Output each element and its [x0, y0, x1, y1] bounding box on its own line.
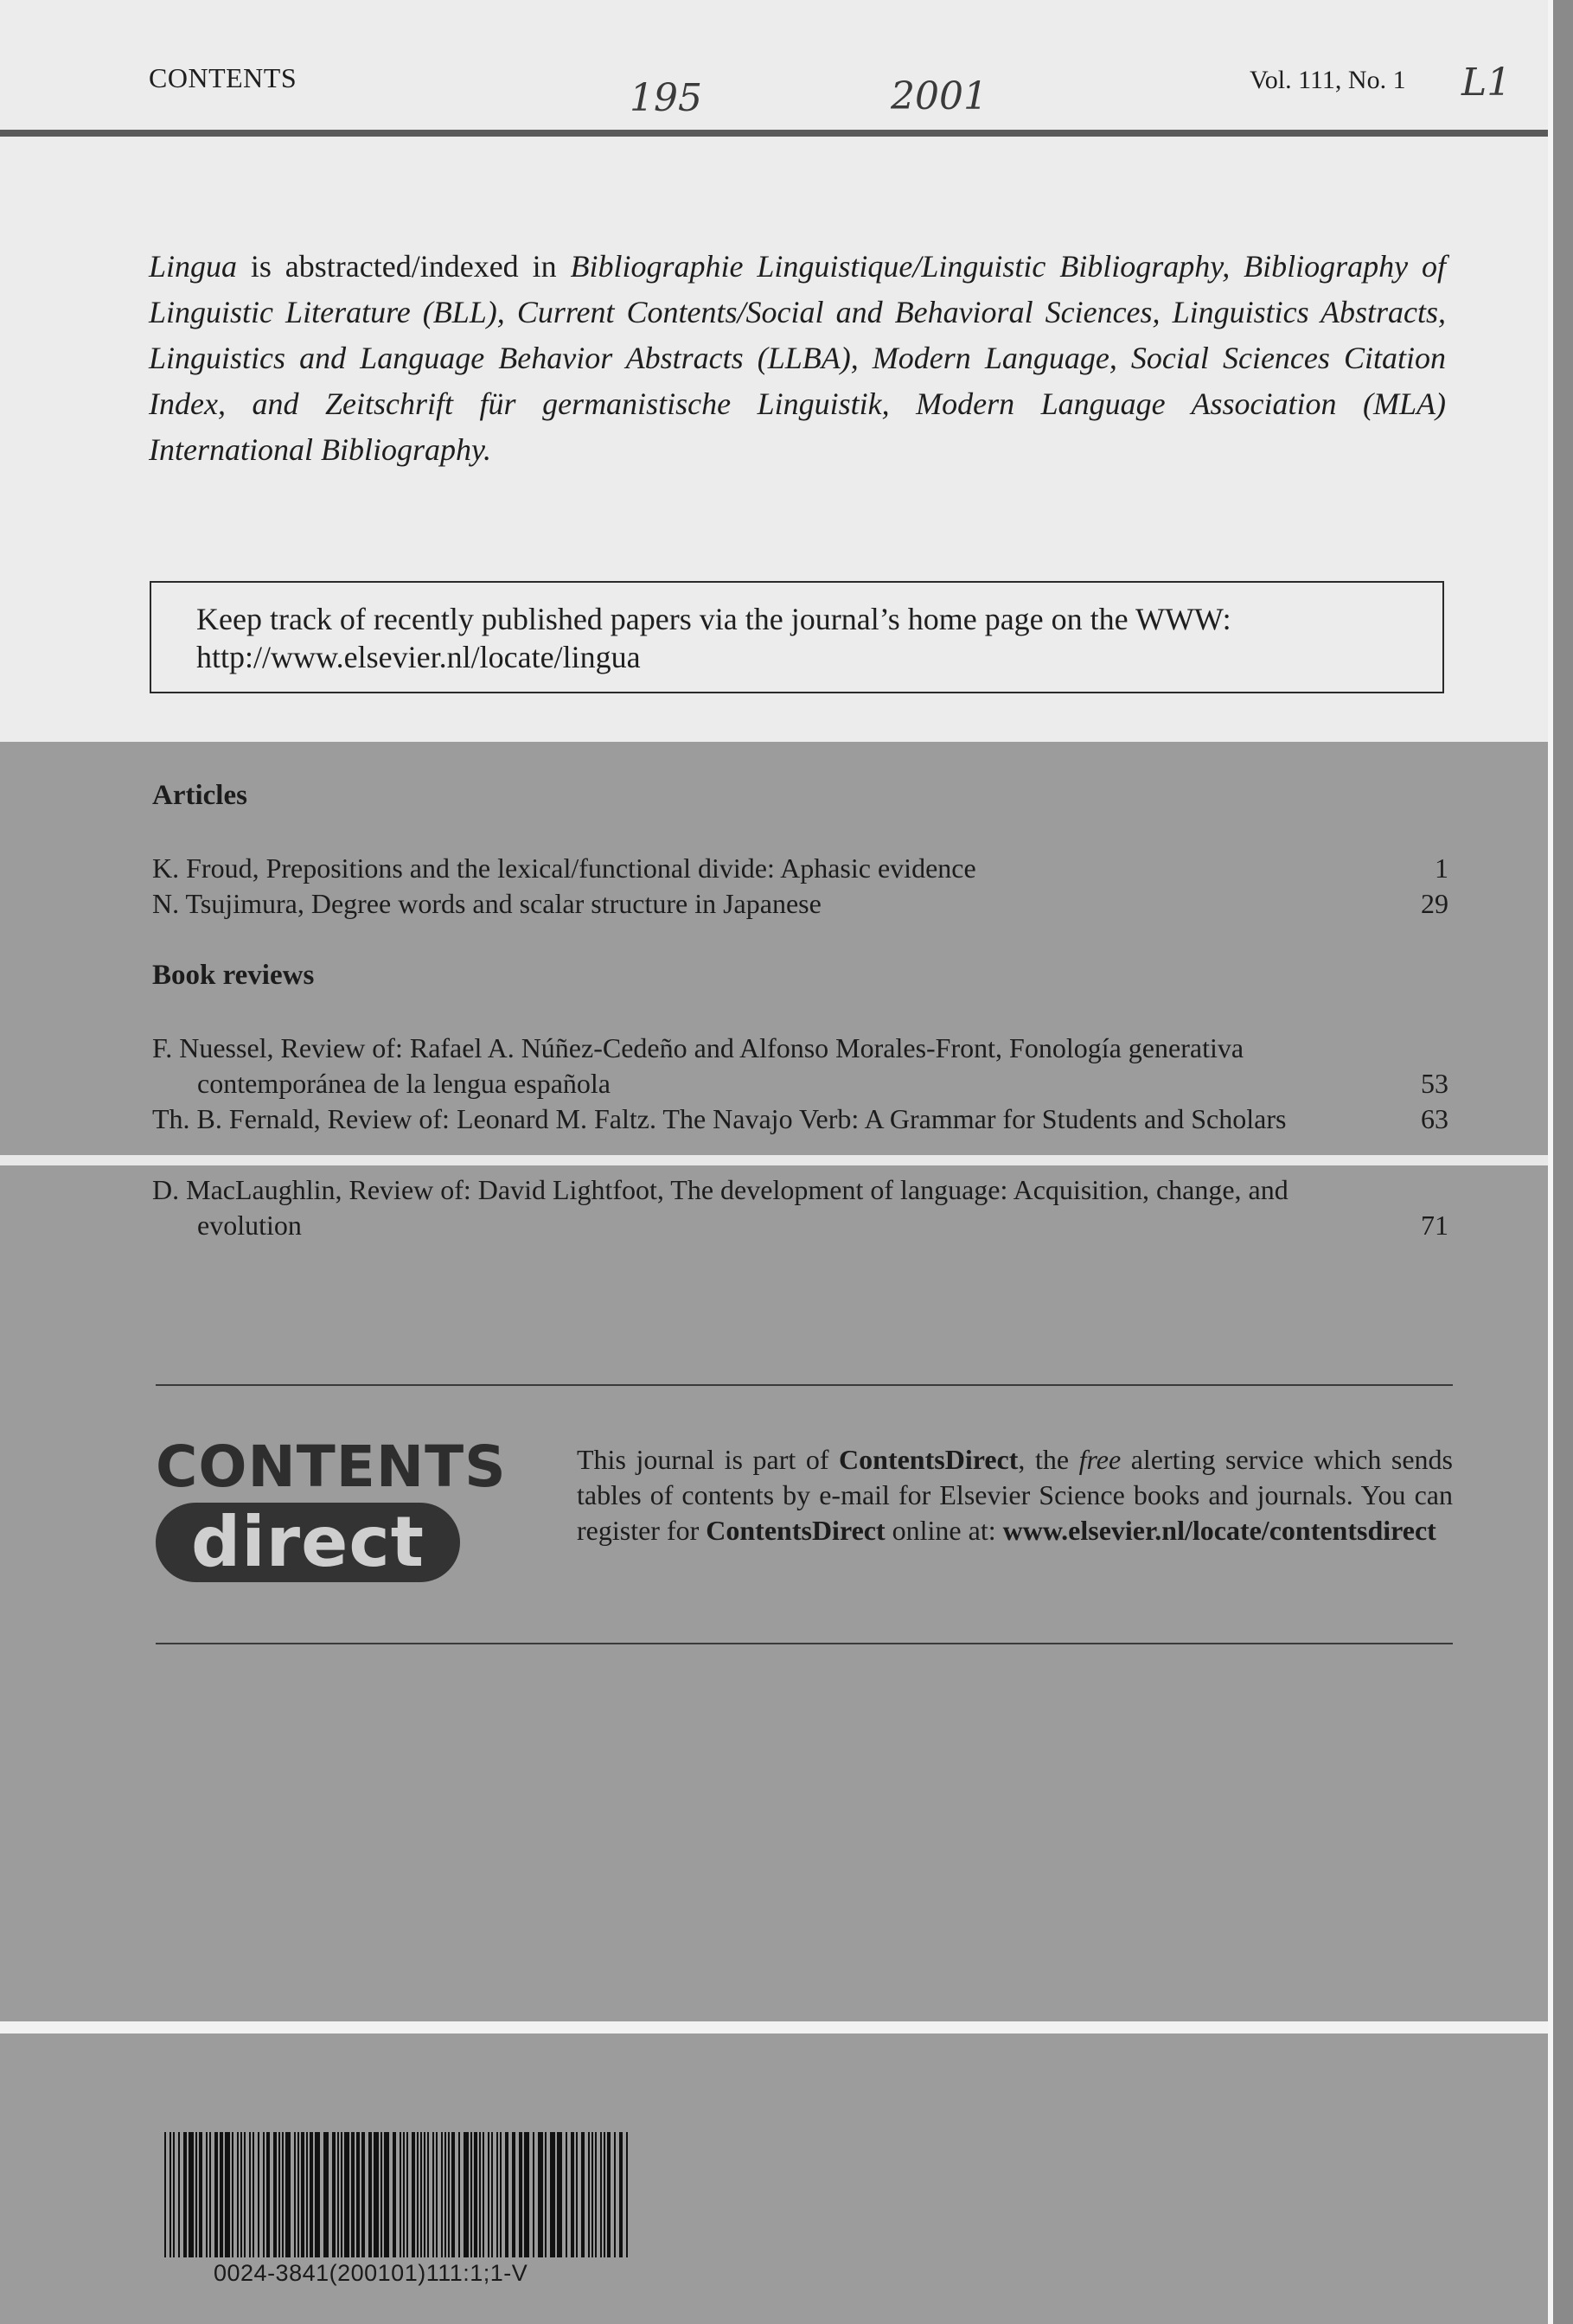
barcode-bar [225, 2132, 230, 2257]
barcode-bar [500, 2132, 502, 2257]
binding-edge-highlight [1548, 0, 1553, 2324]
articles-heading: Articles [152, 780, 247, 811]
barcode-bar [341, 2132, 342, 2257]
contents-direct-url[interactable]: www.elsevier.nl/locate/contentsdirect [1002, 1515, 1436, 1546]
barcode-bar [464, 2132, 469, 2257]
barcode-bar [406, 2132, 408, 2257]
barcode-bar [424, 2132, 425, 2257]
barcode-bar [458, 2132, 460, 2257]
barcode-bar [220, 2132, 223, 2257]
barcode-bar [519, 2132, 522, 2257]
barcode-bar [470, 2132, 472, 2257]
barcode-bar [441, 2132, 443, 2257]
barcode-bar [232, 2132, 233, 2257]
barcode-bar [310, 2132, 313, 2257]
toc-entry-page: 71 [1421, 1210, 1448, 1241]
barcode-bar [393, 2132, 396, 2257]
barcode-bar [505, 2132, 508, 2257]
cd-text-part: , the [1018, 1444, 1079, 1475]
indexing-paragraph [149, 244, 1446, 473]
barcode-bar [591, 2132, 593, 2257]
barcode-bar [240, 2132, 242, 2257]
journal-name: Lingua [149, 249, 238, 284]
barcode-bar [183, 2132, 187, 2257]
barcode-bar [512, 2132, 515, 2257]
logo-direct-pill: direct [156, 1503, 460, 1582]
barcode-bar [626, 2132, 628, 2257]
barcode-bar [403, 2132, 405, 2257]
barcode-bar [474, 2132, 477, 2257]
barcode-bar [361, 2132, 365, 2257]
barcode-bar [206, 2132, 208, 2257]
cd-free-word: free [1078, 1444, 1122, 1475]
barcode-bar [285, 2132, 291, 2257]
barcode-bar [607, 2132, 611, 2257]
barcode-number: 0024-3841(200101)111:1;1-V [214, 2260, 528, 2286]
www-notice-text: Keep track of recently published papers via the journal’s home page on the WWW: [196, 602, 1231, 636]
barcode-bar [600, 2132, 602, 2257]
barcode-bar [356, 2132, 360, 2257]
handwritten-note-2: 2001 [891, 74, 988, 118]
barcode-bar [344, 2132, 349, 2257]
indexing-sources: Bibliographie Linguistique/Linguistic Bibliography, Bibliography of Linguistic Literature (BLL), Current Contents/Social and Behavioral Sciences, Linguistics Abstracts, Linguistics and Language Behavior Abstracts (LLBA), Modern Language, Social Sciences Citation Index, and Zeitschrift für germanistische Linguistik, Modern Language Association (MLA) International Bibliography. [149, 249, 1446, 467]
barcode-bar [164, 2132, 166, 2257]
barcode-bar [244, 2132, 246, 2257]
cd-brand-name: ContentsDirect [839, 1444, 1019, 1475]
toc-entry-page: 63 [1421, 1103, 1448, 1134]
barcode-bar [199, 2132, 202, 2257]
toc-entry-page: 1 [1435, 852, 1448, 884]
handwritten-note-1: 195 [630, 76, 702, 120]
barcode-bar [400, 2132, 401, 2257]
contents-direct-description [577, 1442, 1453, 1548]
barcode-bar [581, 2132, 585, 2257]
header-rule [0, 130, 1548, 137]
barcode-bar [436, 2132, 438, 2257]
cd-text-part: online at: [885, 1515, 1003, 1546]
toc-entry-title: F. Nuessel, Review of: Rafael A. Núñez-Cedeño and Alfonso Morales-Front, Fonología generativa contemporánea de la lengua española [152, 1032, 1244, 1099]
handwritten-note-3: L1 [1461, 61, 1512, 105]
journal-url[interactable]: http://www.elsevier.nl/locate/lingua [196, 640, 641, 674]
barcode-bar [444, 2132, 446, 2257]
barcode-bar [496, 2132, 498, 2257]
barcode-bar [278, 2132, 280, 2257]
barcode-bar [214, 2132, 218, 2257]
toc-entry-title: D. MacLaughlin, Review of: David Lightfoot, The development of language: Acquisition, change, and evolution [152, 1174, 1288, 1241]
toc-entry[interactable] [152, 886, 1448, 922]
barcode-bar [479, 2132, 481, 2257]
barcode-bar [306, 2132, 308, 2257]
barcode-bar [420, 2132, 422, 2257]
barcode-bar [323, 2132, 329, 2257]
book-reviews-heading: Book reviews [152, 960, 315, 991]
barcode-bar [576, 2132, 578, 2257]
barcode-bar [368, 2132, 372, 2257]
barcode-bar [301, 2132, 304, 2257]
barcode-bar [384, 2132, 389, 2257]
barcode-bar [614, 2132, 616, 2257]
barcode-bar [173, 2132, 175, 2257]
header-volume-issue: Vol. 111, No. 1 [1250, 66, 1406, 94]
barcode-bar [545, 2132, 547, 2257]
barcode-bar [524, 2132, 529, 2257]
indexing-verb: is abstracted/indexed in [237, 249, 571, 284]
toc-entry[interactable] [152, 1031, 1448, 1101]
barcode-bar [332, 2132, 336, 2257]
toc-entry-title: N. Tsujimura, Degree words and scalar structure in Japanese [152, 888, 822, 919]
cd-text-part: alerting service which sends tables of contents by e-mail for Elsevier Science books and journals. You can register for [577, 1444, 1454, 1546]
barcode-bar [253, 2132, 254, 2257]
toc-entry[interactable] [152, 1101, 1448, 1137]
barcode-bar [595, 2132, 597, 2257]
contents-direct-logo [156, 1433, 507, 1584]
panel-gap [0, 1155, 1548, 1165]
barcode-bar [533, 2132, 534, 2257]
barcode-bar [273, 2132, 277, 2257]
barcode-bar [249, 2132, 251, 2257]
barcode-bar [538, 2132, 543, 2257]
white-band [0, 2021, 1548, 2034]
barcode-bar [282, 2132, 284, 2257]
barcode-bar [412, 2132, 415, 2257]
toc-entry-title: K. Froud, Prepositions and the lexical/functional divide: Aphasic evidence [152, 852, 976, 884]
barcode-bar [315, 2132, 320, 2257]
toc-entry[interactable] [152, 1172, 1448, 1243]
barcode-bar [189, 2132, 194, 2257]
barcode-bar [483, 2132, 484, 2257]
cd-brand-name: ContentsDirect [706, 1515, 886, 1546]
barcode-bar [488, 2132, 489, 2257]
toc-entry[interactable] [152, 851, 1448, 886]
barcode-bar [604, 2132, 605, 2257]
barcode-bar [294, 2132, 296, 2257]
barcode [164, 2132, 631, 2257]
barcode-bar [266, 2132, 270, 2257]
barcode-bar [491, 2132, 493, 2257]
barcode-bar [337, 2132, 339, 2257]
divider-rule [156, 1643, 1453, 1644]
barcode-bar [209, 2132, 211, 2257]
barcode-bar [571, 2132, 574, 2257]
toc-entry-page: 53 [1421, 1068, 1448, 1099]
barcode-bar [550, 2132, 555, 2257]
barcode-bar [380, 2132, 382, 2257]
barcode-bar [351, 2132, 355, 2257]
barcode-bar [619, 2132, 623, 2257]
divider-rule [156, 1384, 1453, 1386]
barcode-bar [451, 2132, 455, 2257]
barcode-bar [448, 2132, 450, 2257]
cd-text-part: This journal is part of [577, 1444, 840, 1475]
toc-entry-title: Th. B. Fernald, Review of: Leonard M. Faltz. The Navajo Verb: A Grammar for Students and Scholars [152, 1103, 1287, 1134]
barcode-bar [237, 2132, 239, 2257]
barcode-bar [178, 2132, 180, 2257]
barcode-bar [263, 2132, 265, 2257]
header-contents-label: CONTENTS [149, 62, 297, 93]
barcode-bar [417, 2132, 419, 2257]
barcode-bar [566, 2132, 567, 2257]
barcode-bar [169, 2132, 171, 2257]
barcode-bar [427, 2132, 429, 2257]
barcode-bar [195, 2132, 197, 2257]
barcode-bar [557, 2132, 562, 2257]
www-notice-box [150, 581, 1444, 693]
barcode-bar [258, 2132, 259, 2257]
logo-contents-text: CONTENTS [156, 1433, 507, 1500]
barcode-bar [297, 2132, 299, 2257]
barcode-bar [432, 2132, 434, 2257]
barcode-bar [374, 2132, 379, 2257]
barcode-bar [588, 2132, 590, 2257]
toc-entry-page: 29 [1421, 888, 1448, 919]
